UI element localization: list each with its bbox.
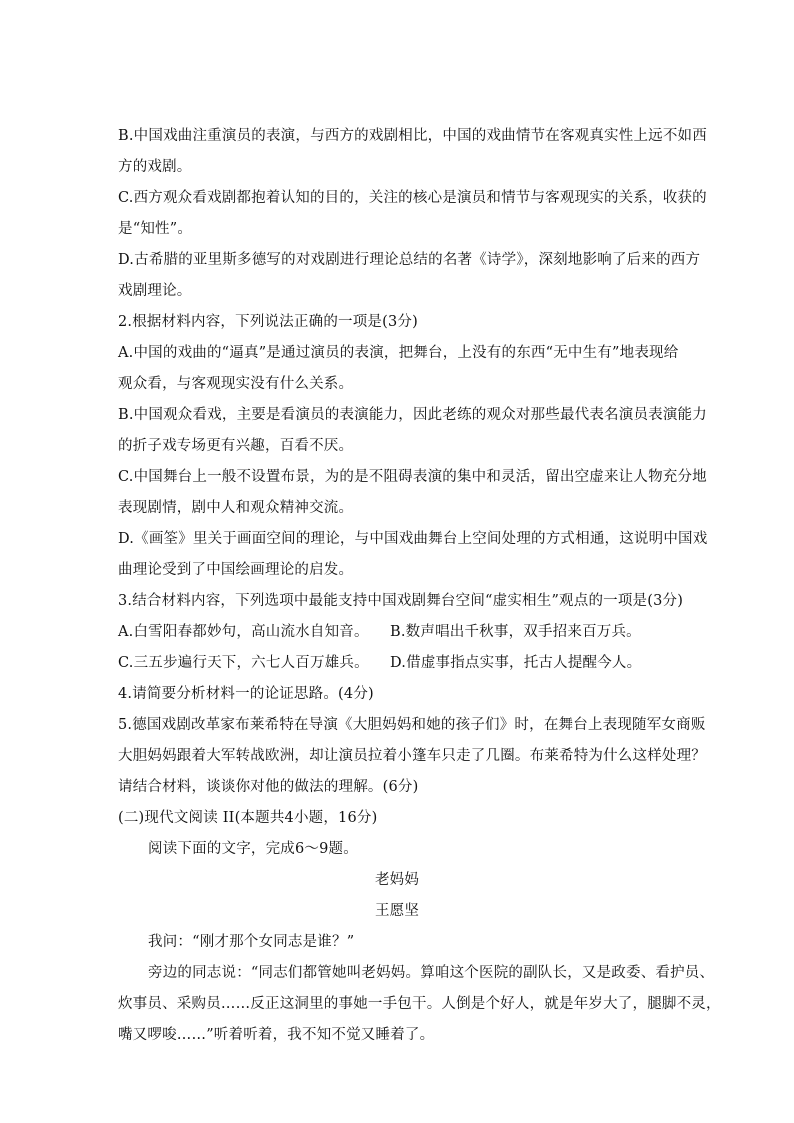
story-author: 王愿坚	[374, 903, 420, 919]
text-line: D.古希腊的亚里斯多德写的对戏剧进行理论总结的名著《诗学》，深刻地影响了后来的西方	[118, 252, 701, 268]
question-3: 3.结合材料内容，下列选项中最能支持中国戏剧舞台空间“虚实相生”观点的一项是(3分)	[118, 593, 684, 609]
story-title: 老妈妈	[374, 872, 420, 888]
option-a: A.白雪阳春都妙句，高山流水自知音。	[118, 624, 369, 640]
text-line: B.中国戏曲注重演员的表演，与西方的戏剧相比，中国的戏曲情节在客观真实性上远不如西	[118, 128, 707, 144]
text-line: 请结合材料，谈谈你对他的做法的理解。(6分)	[118, 779, 419, 795]
question-5: 5.德国戏剧改革家布莱希特在导演《大胆妈妈和她的孩子们》时，在舞台上表现随军女商贩	[118, 717, 706, 733]
option-b: B.数声唱出千秋事，双手招来百万兵。	[390, 624, 641, 640]
text-line: 是“知性”。	[118, 221, 193, 237]
text-line: 戏剧理论。	[118, 283, 192, 299]
text-line: 大胆妈妈跟着大军转战欧洲，却让演员拉着小篷车只走了几圈。布莱希特为什么这样处理？	[118, 748, 706, 764]
question-2: 2.根据材料内容，下列说法正确的一项是(3分)	[118, 314, 418, 330]
story-paragraph: 我问：“刚才那个女同志是谁？”	[148, 934, 355, 950]
text-line: 观众看，与客观现实没有什么关系。	[118, 376, 354, 392]
text-line: C.中国舞台上一般不设置布景，为的是不阻碍表演的集中和灵活，留出空虚来让人物充分地	[118, 469, 707, 485]
story-paragraph: 旁边的同志说：“同志们都管她叫老妈妈。算咱这个医院的副队长，又是政委、看护员、	[148, 965, 715, 981]
text-line: C.西方观众看戏剧都抱着认知的目的，关注的核心是演员和情节与客观现实的关系，收获的	[118, 190, 707, 206]
section-heading: (二)现代文阅读 II(本题共4小题，16分)	[118, 810, 378, 826]
text-line: A.中国的戏曲的“逼真”是通过演员的表演，把舞台，上没有的东西“无中生有”地表现给	[118, 345, 679, 361]
text-line: 曲理论受到了中国绘画理论的启发。	[118, 562, 354, 578]
text-line: B.中国观众看戏，主要是看演员的表演能力，因此老练的观众对那些最代表名演员表演能力	[118, 407, 707, 423]
text-line: 方的戏剧。	[118, 159, 192, 175]
reading-instruction: 阅读下面的文字，完成6～9题。	[148, 841, 358, 857]
text-line: 表现剧情，剧中人和观众精神交流。	[118, 500, 354, 516]
text-line: 的折子戏专场更有兴趣，百看不厌。	[118, 438, 354, 454]
option-d: D.借虚事指点实事，托古人提醒今人。	[390, 655, 642, 671]
text-line: D.《画筌》里关于画面空间的理论，与中国戏曲舞台上空间处理的方式相通，这说明中国戏	[118, 531, 708, 547]
option-c: C.三五步遍行天下，六七人百万雄兵。	[118, 655, 369, 671]
story-paragraph: 嘴又啰唆……”听着听着，我不知不觉又睡着了。	[118, 1027, 435, 1043]
story-paragraph: 炊事员、采购员……反正这洞里的事她一手包干。人倒是个好人，就是年岁大了，腿脚不灵，	[118, 996, 721, 1012]
question-4: 4.请简要分析材料一的论证思路。(4分)	[118, 686, 374, 702]
